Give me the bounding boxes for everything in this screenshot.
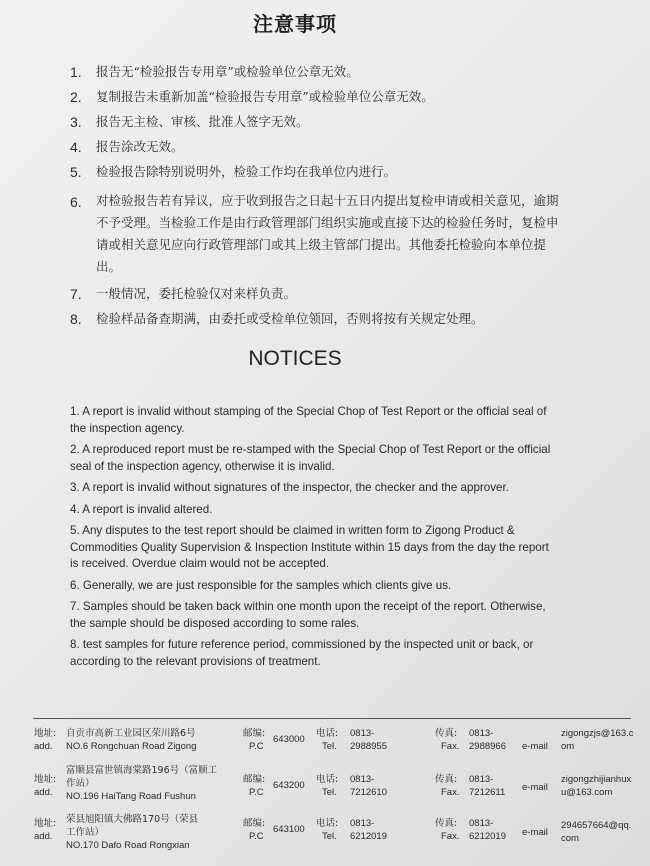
tel-number [350,773,387,799]
tel-label-en: Tel. [322,741,337,752]
item-text: 报告无主检、审核、批准人签字无效。 [96,114,309,129]
tel-label [316,773,338,799]
fax-local: 2988966 [469,741,506,752]
email-part-1: zigongzjs@163.c [561,728,634,739]
address-label-cn: 地址: [34,818,57,829]
fax-label-cn: 传真: [435,818,458,829]
cn-notice-item [70,60,570,84]
address-en: NO.196 HaiTang Road Fushun [66,791,196,802]
email-part-2: om [561,741,575,752]
fax-number [469,727,506,753]
email-label: e-mail [522,741,548,752]
fax-label-en: Fax. [441,787,460,798]
email-part-2: com [561,833,579,844]
fax-label [435,727,459,753]
fax-label [435,817,459,843]
address-label-en: add. [34,787,53,798]
postcode-label-en: P.C [249,831,264,842]
email-part-1: 294657664@qq. [561,820,632,831]
tel-local: 6212019 [350,831,387,842]
cn-notice-item [70,135,570,159]
cn-notice-item [70,85,570,109]
tel-area: 0813- [350,728,375,739]
address-cn: 荣县旭阳镇大佛路170号（荣县工作站） [66,814,199,838]
postcode-label-cn: 邮编: [243,774,266,785]
fax-label-cn: 传真: [435,728,458,739]
tel-number [350,727,387,753]
en-notice-item: 5. Any disputes to the test report should be claimed in written form to Zigong Product & Commodities Quality Supervision & Inspection Institute within 15 days from the day the report is received. Overdue claim would not be accepted. [70,524,549,570]
cn-notice-item [70,110,570,134]
tel-label-cn: 电话: [316,774,339,785]
tel-area: 0813- [350,818,375,829]
address-label [34,727,56,753]
item-text: 一般情况，委托检验仅对来样负责。 [96,286,297,301]
address-label-cn: 地址: [34,774,57,785]
item-number: 3. [70,114,82,130]
email-link[interactable] [561,819,631,845]
en-notice-item: 6. Generally, we are just responsible for the samples which clients give us. [70,578,452,592]
address-cn: 富顺县富世镇海棠路196号（富顺工作站） [66,765,218,789]
item-number: 1. [70,64,82,80]
email-label: e-mail [522,782,548,793]
email-part-2: u@163.com [561,787,613,798]
page-title-en: NOTICES [248,347,342,370]
fax-area: 0813- [469,774,494,785]
tel-number [350,817,387,843]
en-notice-item: 2. A reproduced report must be re-stamped with the Special Chop of Test Report or the official seal of the inspection agency, otherwise it is invalid. [70,443,551,473]
item-number: 8. [70,311,82,327]
postcode-label [243,773,265,799]
en-notice-item: 1. A report is invalid without stamping of the Special Chop of Test Report or the official seal of the inspection agency. [70,405,547,435]
en-notice-item: 4. A report is invalid altered. [70,502,213,516]
tel-label-en: Tel. [322,831,337,842]
address-cn: 自贡市高新工业园区荣川路6号 [66,728,196,739]
tel-label-cn: 电话: [316,728,339,739]
footer-divider [33,718,631,719]
tel-area: 0813- [350,774,375,785]
fax-number [469,817,506,843]
fax-label [435,773,459,799]
postcode: 643000 [273,734,305,745]
en-notice-item: 3. A report is invalid without signatures of the inspector, the checker and the approver. [70,481,509,494]
cn-notice-item [70,307,570,331]
email-label: e-mail [522,827,548,838]
item-text: 报告无“检验报告专用章”或检验单位公章无效。 [96,64,359,79]
address-en: NO.170 Dafo Road Rongxian [66,840,190,851]
postcode: 643200 [273,780,305,791]
item-number: 4. [70,139,82,155]
postcode-label-en: P.C [249,787,264,798]
item-text: 检验样品备查期满，由委托或受检单位领回，否则将按有关规定处理。 [96,311,484,326]
item-text: 检验报告除特别说明外，检验工作均在我单位内进行。 [96,164,397,179]
address [66,727,231,753]
address-label-en: add. [34,831,53,842]
address-en: NO.6 Rongchuan Road Zigong [66,741,197,752]
en-notice-item: 7. Samples should be taken back within one month upon the receipt of the report. Otherwise, the sample should be disposed according to some rales. [70,600,546,630]
fax-number [469,773,505,799]
item-number: 6. [70,194,82,210]
email-link[interactable] [561,773,631,799]
postcode-label [243,727,265,753]
tel-label-cn: 电话: [316,818,339,829]
fax-area: 0813- [469,728,494,739]
postcode: 643100 [273,824,305,835]
fax-area: 0813- [469,818,494,829]
email-link[interactable] [561,727,634,753]
fax-local: 7212611 [469,787,506,798]
cn-notice-item [70,190,570,278]
en-notice-item: 8. test samples for future reference period, commissioned by the inspected unit or back, or according to the relevant provisions of treatment. [70,638,534,668]
item-text: 对检验报告若有异议，应于收到报告之日起十五日内提出复检申请或相关意见，逾期不予受理。当检验工作是由行政管理部门组织实施或直接下达的检验任务时，复检申请或相关意见应向行政管理部门或其上级主管部门提出。其他委托检验向本单位提出。 [96,193,559,274]
cn-notice-item [70,160,570,184]
item-text: 报告涂改无效。 [96,139,184,154]
fax-label-cn: 传真: [435,774,458,785]
fax-label-en: Fax. [441,831,460,842]
tel-local: 2988955 [350,741,387,752]
address-label [34,817,56,843]
contact-row [0,813,650,858]
address-label [34,773,56,799]
address [66,764,226,803]
email-part-1: zigongzhijianhux [561,774,632,785]
item-number: 2. [70,89,82,105]
contact-footer [0,727,650,858]
postcode-label [243,817,265,843]
page-title-cn: 注意事项 [253,12,337,36]
cn-notice-item [70,282,570,306]
tel-local: 7212610 [350,787,387,798]
fax-local: 6212019 [469,831,506,842]
fax-label-en: Fax. [441,741,460,752]
contact-row [0,764,650,809]
item-text: 复制报告未重新加盖“检验报告专用章”或检验单位公章无效。 [96,89,434,104]
item-number: 5. [70,164,82,180]
postcode-label-en: P.C [249,741,264,752]
address [66,813,206,852]
address-label-cn: 地址: [34,728,57,739]
tel-label [316,817,338,843]
item-number: 7. [70,286,82,302]
postcode-label-cn: 邮编: [243,818,266,829]
address-label-en: add. [34,741,53,752]
en-notice-list [70,404,555,675]
cn-notice-list [70,60,570,332]
tel-label-en: Tel. [322,787,337,798]
postcode-label-cn: 邮编: [243,728,266,739]
tel-label [316,727,338,753]
